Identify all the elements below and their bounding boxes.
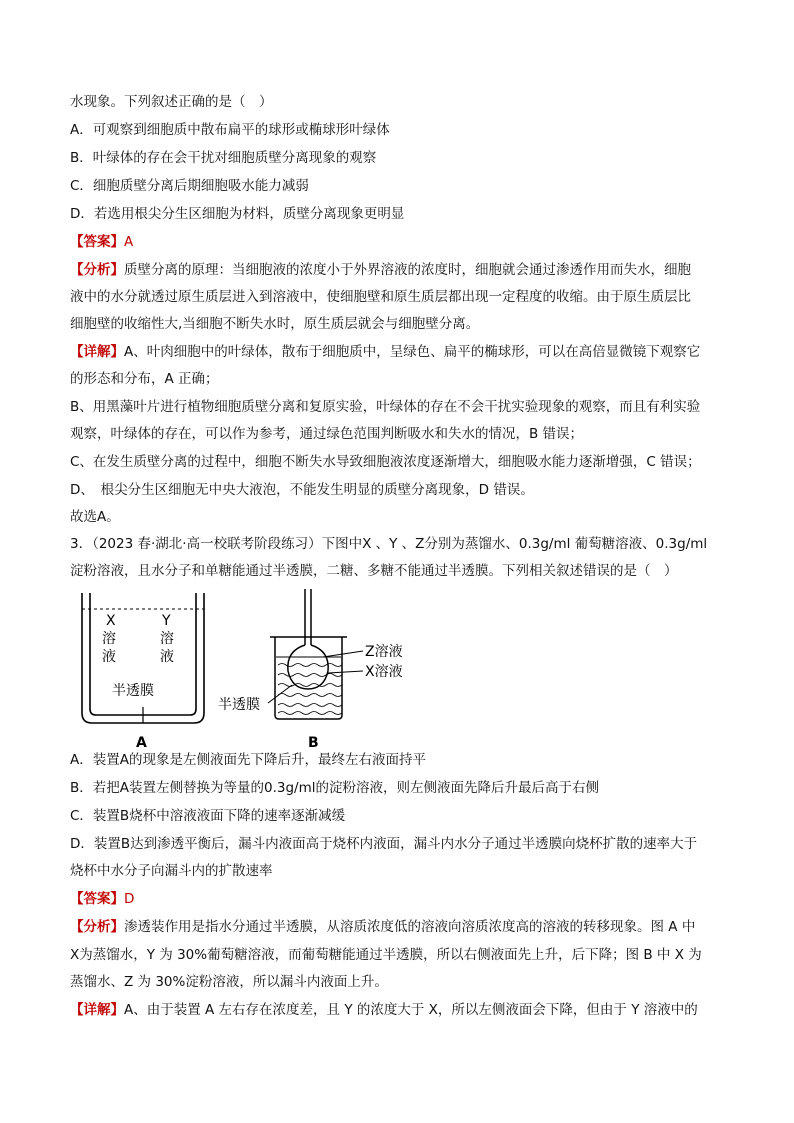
a-caption: A [136, 735, 147, 750]
detail-tag: 【详解】 [70, 1002, 124, 1018]
a-y-label: Y [162, 613, 171, 629]
q2-detail-line-4: 观察，叶绿体的存在，可以作为参考，通过绿色范围判断吸水和失水的情况，B 错误； [70, 426, 584, 442]
analysis-tag: 【分析】 [70, 919, 124, 935]
b-membrane-pointer [268, 685, 292, 703]
a-membrane-label: 半透膜 [112, 683, 154, 699]
a-y-sol-1: 溶 [160, 631, 174, 647]
q3-analysis-line-1 [70, 917, 730, 937]
analysis-text: 质壁分离的原理：当细胞液的浓度小于外界溶液的浓度时，细胞就会通过渗透作用而失水，细胞 [124, 262, 691, 278]
b-x-label: X溶液 [365, 664, 403, 680]
osmosis-figure [70, 585, 430, 750]
answer-value: D [124, 891, 135, 907]
answer-value: A [124, 234, 134, 250]
b-z-label: Z溶液 [365, 644, 403, 660]
detail-tag: 【详解】 [70, 344, 124, 360]
q3-stem-line-1: 3．（2023 春·湖北·高一校联考阶段练习）下图中X 、Y 、Z分别为蒸馏水、0.3g/ml 葡萄糖溶液、0.3g/ml [70, 536, 708, 552]
q2-option-d: D．若选用根尖分生区细胞为材料，质壁分离现象更明显 [70, 206, 405, 222]
q2-detail-line-6: D、 根尖分生区细胞无中央大液泡，不能发生明显的质壁分离现象，D 错误。 [70, 482, 534, 498]
device-b [270, 589, 347, 719]
q3-analysis-line-3: 蒸馏水、Z 为 30%淀粉溶液，所以漏斗内液面上升。 [70, 974, 388, 990]
q2-option-a: A．可观察到细胞质中散布扁平的球形或椭球形叶绿体 [70, 122, 390, 138]
q2-detail-line-3: B、用黑藻叶片进行植物细胞质壁分离和复原实验，叶绿体的存在不会干扰实验现象的观察，而且有利实验 [70, 399, 701, 415]
q2-option-b: B．叶绿体的存在会干扰对细胞质壁分离现象的观察 [70, 150, 377, 166]
q2-stem-tail: 水现象。下列叙述正确的是（ ） [70, 94, 273, 110]
q3-stem-line-2: 淀粉溶液，且水分子和单糖能通过半透膜，二糖、多糖不能通过半透膜。下列相关叙述错误的是（ ） [70, 563, 678, 579]
a-x-sol-1: 溶 [102, 631, 116, 647]
q2-answer [70, 232, 730, 252]
analysis-text: 渗透装作用是指水分通过半透膜，从溶质浓度低的溶液向溶质浓度高的溶液的转移现象。图 A 中 [124, 919, 696, 935]
q3-detail-line-1 [70, 1000, 730, 1020]
q3-answer [70, 889, 730, 909]
q3-option-b: B．若把A装置左侧替换为等量的0.3g/ml的淀粉溶液，则左侧液面先降后升最后高于右侧 [70, 780, 599, 796]
q2-detail-line-2: 的形态和分布，A 正确； [70, 371, 219, 387]
detail-text: A、叶肉细胞中的叶绿体，散布于细胞质中，呈绿色、扁平的椭球形，可以在高倍显微镜下观察它 [124, 344, 701, 360]
q2-option-c: C．细胞质壁分离后期细胞吸水能力减弱 [70, 178, 309, 194]
x-pointer [328, 671, 363, 673]
b-caption: B [308, 735, 319, 750]
a-y-sol-2: 液 [160, 649, 174, 665]
b-membrane-label: 半透膜 [218, 697, 260, 713]
q3-option-c: C．装置B烧杯中溶液液面下降的速率逐渐减缓 [70, 808, 346, 824]
device-a [82, 593, 204, 723]
q2-detail-line-1 [70, 342, 730, 362]
q2-conclusion: 故选A。 [70, 509, 120, 525]
q3-option-d-cont: 烧杯中水分子向漏斗内的扩散速率 [70, 863, 273, 879]
answer-tag: 【答案】 [70, 891, 124, 907]
detail-text: A、由于装置 A 左右存在浓度差，且 Y 的浓度大于 X，所以左侧液面会下降，但由于 Y 溶液中的 [124, 1002, 698, 1018]
z-pointer [323, 651, 363, 657]
a-x-label: X [106, 613, 116, 629]
analysis-tag: 【分析】 [70, 262, 124, 278]
q2-analysis-line-2: 液中的水分就透过原生质层进入到溶液中，使细胞壁和原生质层都出现一定程度的收缩。由于原生质层比 [70, 289, 691, 305]
q3-option-d: D．装置B达到渗透平衡后，漏斗内液面高于烧杯内液面，漏斗内水分子通过半透膜向烧杯扩散的速率大于 [70, 836, 698, 852]
q2-analysis-line-3: 细胞壁的收缩性大,当细胞不断失水时，原生质层就会与细胞壁分离。 [70, 316, 480, 332]
q2-detail-line-5: C、在发生质壁分离的过程中，细胞不断失水导致细胞液浓度逐渐增大，细胞吸水能力逐渐增强，C 错误； [70, 454, 701, 470]
q3-option-a: A．装置A的现象是左侧液面先下降后升，最终左右液面持平 [70, 752, 426, 768]
answer-tag: 【答案】 [70, 234, 124, 250]
q3-analysis-line-2: X为蒸馏水，Y 为 30%葡萄糖溶液，而葡萄糖能通过半透膜，所以右侧液面先上升，后下降；图 B 中 X 为 [70, 947, 702, 963]
q2-analysis-line-1 [70, 260, 730, 280]
a-x-sol-2: 液 [102, 649, 116, 665]
